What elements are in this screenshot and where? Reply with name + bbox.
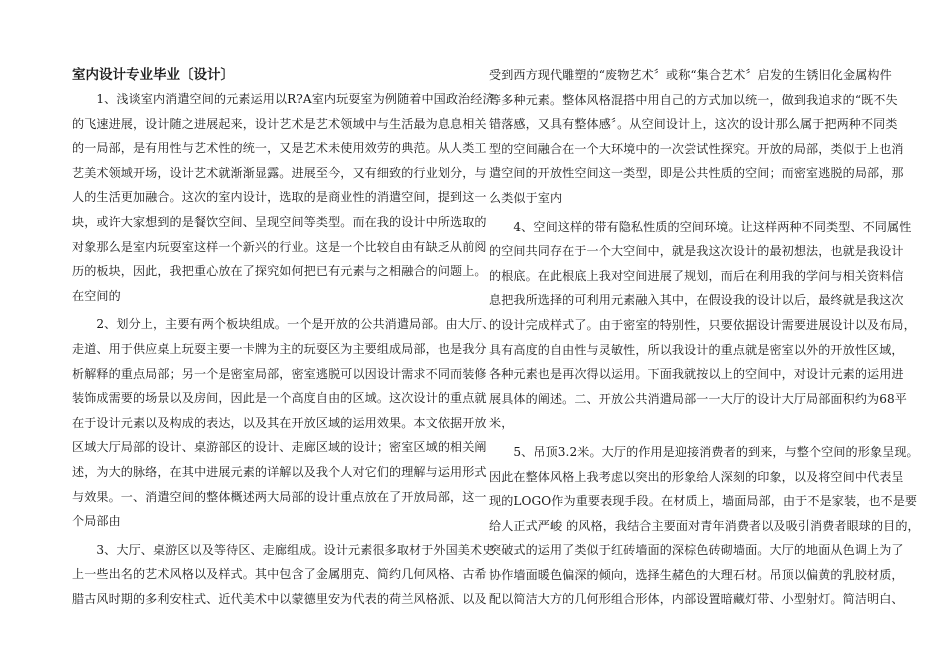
text-line: 米，	[489, 416, 514, 431]
right-column-body	[489, 63, 920, 612]
text-line: 1、浅谈室内消遣空间的元素运用以R?A室内玩耍室为例随着中国政治经济	[72, 92, 495, 106]
text-line: 在于设计元素以及构成的表达，以及其在开放区域的运用效果。本文依据开放	[72, 415, 487, 430]
text-line: 突破式的运用了类似于红砖墙面的深棕色砖砌墙面。大厅的地面从色调上为了	[489, 543, 904, 558]
text-line: 么类似于室内	[489, 190, 563, 205]
text-line: 给人正式严峻 的风格，我结合主要面对青年消费者以及吸引消费者眼球的目的，	[489, 518, 920, 533]
text-line: 述，为大的脉络，在其中进展元素的详解以及我个人对它们的理解与运用形式	[72, 464, 487, 479]
text-line: 的根底。在此根底上我对空间进展了规划，而后在利用我的学问与相关资料信	[489, 268, 904, 283]
text-line: 的空间共同存在于一个大空间中，就是我这次设计的最初想法，也就是我设计	[489, 244, 904, 259]
text-line: 错落感，又具有整体感〞。从空间设计上，这次的设计那么属于把两种不同类	[489, 117, 898, 132]
text-line: 的一局部，是有用性与艺术性的统一，又是艺术未使用效劳的典范。从人类工	[72, 141, 487, 156]
text-line: 对象那么是室内玩耍室这样一个新兴的行业。这是一个比较自由有缺乏从前阅	[72, 239, 487, 254]
text-line: 块，或许大家想到的是餐饮空间、呈现空间等类型。而在我的设计中所选取的	[72, 214, 487, 229]
text-line: 5、吊顶3.2米。大厅的作用是迎接消费者的到来，与整个空间的形象呈现。	[489, 444, 919, 459]
text-line: 装饰成需要的场景以及房间，因此是一个高度自由的区域。这次设计的重点就	[72, 391, 487, 406]
text-line: 遣空间的开放性空间这一类型，即是公共性质的空间；而密室逃脱的局部，那	[489, 166, 904, 181]
text-line: 现的LOGO作为重要表现手段。在材质上，墙面局部，由于不是家装，也不是要	[489, 494, 918, 509]
text-line: 人的生活更加融合。这次的室内设计，选取的是商业性的消遣空间，提到这一	[72, 190, 487, 205]
text-line: 受到西方现代雕塑的“废物艺术〞或称“集合艺术〞启发的生锈旧化金属构件	[489, 68, 892, 82]
text-line: 个局部由	[72, 514, 121, 529]
text-line: 具有高度的自由性与灵敏性，所以我设计的重点就是密室以外的开放性区域，	[489, 342, 904, 357]
left-column	[72, 63, 495, 611]
text-line: 的飞速进展，设计随之进展起来，设计艺术是艺术领域中与生活最为息息相关	[72, 116, 487, 131]
text-line: 等多种元素。整体风格混搭中用自己的方式加以统一，做到我追求的“既不失	[489, 92, 898, 107]
text-line: 各种元素也是再次得以运用。下面我就按以上的空间中，对设计元素的运用进	[489, 367, 904, 382]
text-line: 区域大厅局部的设计、桌游部区的设计、走廊区域的设计；密室区域的相关阐	[72, 440, 487, 455]
text-line: 艺美术领域开场，设计艺术就渐渐显露。进展至今，又有细致的行业划分，与	[72, 165, 487, 180]
text-line: 析解释的重点局部；另一个是密室局部，密室逃脱可以因设计需求不同而装修	[72, 366, 487, 381]
left-column-body	[72, 87, 495, 611]
text-line: 配以简洁大方的几何形组合形体，内部设置暗藏灯带、小型射灯。简洁明白、	[489, 592, 904, 607]
text-line: 息把我所选择的可利用元素融入其中，在假设我的设计以后，最终就是我这次	[489, 293, 904, 308]
document-title: 室内设计专业毕业〔设计〕	[72, 67, 234, 83]
text-line: 上一些出名的艺术风格以及样式。其中包含了金属朋克、简约几何风格、古希	[72, 567, 487, 582]
text-line: 历的板块，因此，我把重心放在了探究如何把已有元素与之相融合的问题上。	[72, 264, 487, 279]
text-line: 因此在整体风格上我考虑以突出的形象给人深刻的印象，以及将空间中代表呈	[489, 469, 904, 484]
text-line: 型的空间融合在一个大环境中的一次尝试性探究。开放的局部，类似于上也消	[489, 141, 904, 156]
right-column	[489, 63, 920, 612]
text-line: 腊古风时期的多利安柱式、近代美术中以蒙德里安为代表的荷兰风格派、以及	[72, 591, 487, 606]
text-line: 3、大厅、桌游区以及等待区、走廊组成。设计元素很多取材于外国美术史	[72, 542, 495, 557]
text-line: 展具体的阐述。二、开放公共消遣局部一一大厅的设计大厅局部面积约为68平	[489, 391, 907, 406]
text-line: 在空间的	[72, 288, 121, 303]
text-line: 2、划分上，主要有两个板块组成。一个是开放的公共消遣局部。由大厅、	[72, 317, 495, 332]
text-line: 4、空间这样的带有隐私性质的空间环境。让这样两种不同类型、不同属性	[489, 219, 912, 234]
text-line: 的设计完成样式了。由于密室的特别性，只要依据设计需要进展设计以及布局，	[489, 317, 916, 332]
text-line: 协作墙面暖色偏深的倾向，选择生赭色的大理石材。吊顶以偏黄的乳胶材质，	[489, 567, 904, 582]
text-line: 与效果。一、消遣空间的整体概述两大局部的设计重点放在了开放局部，这一	[72, 489, 487, 504]
text-line: 走道、用于供应桌上玩耍主要一卡牌为主的玩耍区为主要组成局部，也是我分	[72, 341, 487, 356]
